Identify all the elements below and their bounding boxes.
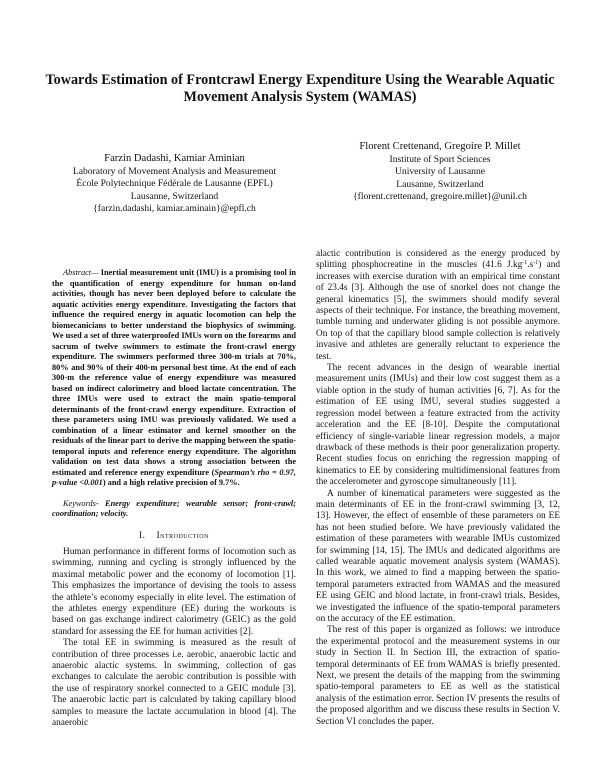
right-column bbox=[316, 249, 560, 728]
author-affiliation: Laboratory of Movement Analysis and Measurement bbox=[72, 166, 277, 177]
text-run: ) and increases with exercise duration with an empirical time constant of 23.4s [3]. Although the use of snorkel does not change the general kinematics [5], the swimmers should modify several aspects of their technique. For instance, the breathing movement, tumble turning and underwater gliding is not possible anymore. On top of that the capillary blood sample collection is relatively invasive and athletes are generally reluctant to experience the test. bbox=[316, 260, 561, 362]
author-block-left bbox=[52, 152, 297, 216]
keywords-text: Energy expenditure; wearable sensor; front-crawl; coordination; velocity. bbox=[52, 498, 296, 518]
author-affiliation: École Polytechnique Fédérale de Lausanne (EPFL) bbox=[76, 178, 273, 190]
abstract-text-end: ) and a high relative precision of 9.7%. bbox=[102, 478, 240, 487]
author-affiliation: University of Lausanne bbox=[394, 166, 486, 178]
section-heading bbox=[52, 530, 296, 541]
author-email: {florent.crettenand, gregoire.millet}@unil.ch bbox=[353, 191, 527, 203]
author-names: Florent Crettenand, Gregoire P. Millet bbox=[359, 141, 521, 152]
abstract-lead: Abstract— bbox=[63, 268, 99, 277]
body-paragraph: The rest of this paper is organized as follows: we introduce the experimental protocol and the measurement systems in our study in Section II. In Section III, the extraction of spatio-temporal determinants of EE from WAMAS is briefly presented. Next, we present the details of the mapping from the swimming spatio-temporal parameters to EE as well as the statistical analysis of the estimation error. Section IV presents the results of the proposed algorithm and we discuss these results in Section V. Section VI concludes the paper. bbox=[316, 625, 560, 727]
author-block-right bbox=[320, 140, 560, 204]
abstract bbox=[52, 268, 296, 489]
body-paragraph: The recent advances in the design of wearable inertial measurement units (IMUs) and their low cost suggest them as a viable option in the study of human activities [6, 7]. As for the estimation of EE using IMU, several studies suggested a regression model between a feature extracted from the activity acceleration and the EE [8-10]. Despite the computational efficiency of single-variable linear regression models, a major drawback of these methods is their poor generalization property. Recent studies focus on enriching the regression mapping of kinematics to EE by considering multidimensional features from the accelerometer and gyroscope simultaneously [11]. bbox=[316, 363, 560, 488]
text-run: alactic contribution is considered as the energy produced by splitting phosphocreatine in the muscles (41.6 J.kg bbox=[316, 249, 560, 271]
body-paragraph: Human performance in different forms of locomotion such as swimming, running and cycling is strongly influenced by the maximal metabolic power and the economy of locomotion [1]. This emphasizes the importance of devising the tools to assess the athlete’s economy especially in elite level. The estimation of the athletes energy expenditure (EE) during the workouts is based on gas exchange indirect calorimetry (GEIC) as the gold standard for assessing the EE for human activities [2]. bbox=[52, 546, 296, 637]
author-location: Lausanne, Switzerland bbox=[396, 178, 484, 190]
superscript: -1 bbox=[522, 260, 528, 267]
body-paragraph-continued bbox=[316, 249, 560, 363]
superscript: -1 bbox=[533, 260, 539, 267]
keywords-lead: Keywords- bbox=[63, 498, 99, 508]
author-names: Farzin Dadashi, Kamiar Aminian bbox=[104, 153, 245, 164]
body-paragraph: A number of kinematical parameters were suggested as the main determinants of EE in the front-crawl swimming [3, 12, 13]. However, the effect of ensemble of these parameters on EE has not been studied before. We have previously validated the estimation of these parameters with wearable IMUs customized for swimming [14, 15]. The IMUs and dedicated algorithms are called wearable aquatic movement analysis system (WAMAS). In this work, we aimed to find a mapping between the spatio-temporal parameters extracted from WAMAS and the measured EE using GEIC and blood lactate, in front-crawl trials. Besides, we investigated the influence of the spatio-temporal parameters on the accuracy of the EE estimation. bbox=[316, 488, 560, 624]
left-column bbox=[52, 268, 296, 729]
section-title: Introduction bbox=[156, 529, 209, 540]
text-run: .s bbox=[527, 260, 534, 271]
body-paragraph: The total EE in swimming is measured as the result of contribution of three processes i.e. aerobic, anaerobic lactic and anaerobic alactic systems. In swimming, collection of gas exchanges to calculate the aerobic contribution is possible with the use of respiratory snorkel connected to a GEIC module [3]. The anaerobic lactic part is calculated by taking capillary blood samples to measure the lactate accumulation in blood [4]. The anaerobic bbox=[52, 638, 296, 728]
author-location: Lausanne, Switzerland bbox=[130, 190, 219, 202]
abstract-text: Inertial measurement unit (IMU) is a promising tool in the quantification of energy expenditure for human on-land activities, though has never been deployed before to calculate the aquatic activities energy expenditure. Investigating the factors that influence the required energy in aquatic locomotion can help the biomecanicians to better understand the biophysics of swimming. We used a set of three waterproofed IMUs worn on the forearms and sacrum of twelve swimmers to estimate the front-crawl energy expenditure. The swimmers performed three 300-m trials at 70%, 80% and 90% of their 400-m personal best time. At the end of each 300-m the reference value of energy expenditure was measured based on indirect calorimetry and blood lactate concentration. The three IMUs were used to extract the main spatio-temporal determinants of the front-crawl energy expenditure. Extraction of these parameters using IMU was previously validated. We used a combination of a linear estimator and kernel smoother on the residuals of the linear part to derive the mapping between the spatio-temporal inputs and reference energy expenditure. The algorithm validation on test data shows a strong association between the estimated and reference energy expenditure ( bbox=[52, 268, 296, 477]
abstract-statistic: Spearman’s rho = 0.97, p-value <0.001 bbox=[52, 467, 296, 487]
section-number: I. bbox=[139, 529, 146, 540]
author-email: {farzin.dadashi, kamiar.aminain}@epfl.ch bbox=[93, 203, 256, 215]
author-affiliation: Institute of Sport Sciences bbox=[389, 154, 491, 165]
keywords bbox=[52, 499, 296, 520]
paper-title: Towards Estimation of Frontcrawl Energy Expenditure Using the Wearable Aquatic Movement Analysis System (WAMAS) bbox=[45, 72, 555, 105]
